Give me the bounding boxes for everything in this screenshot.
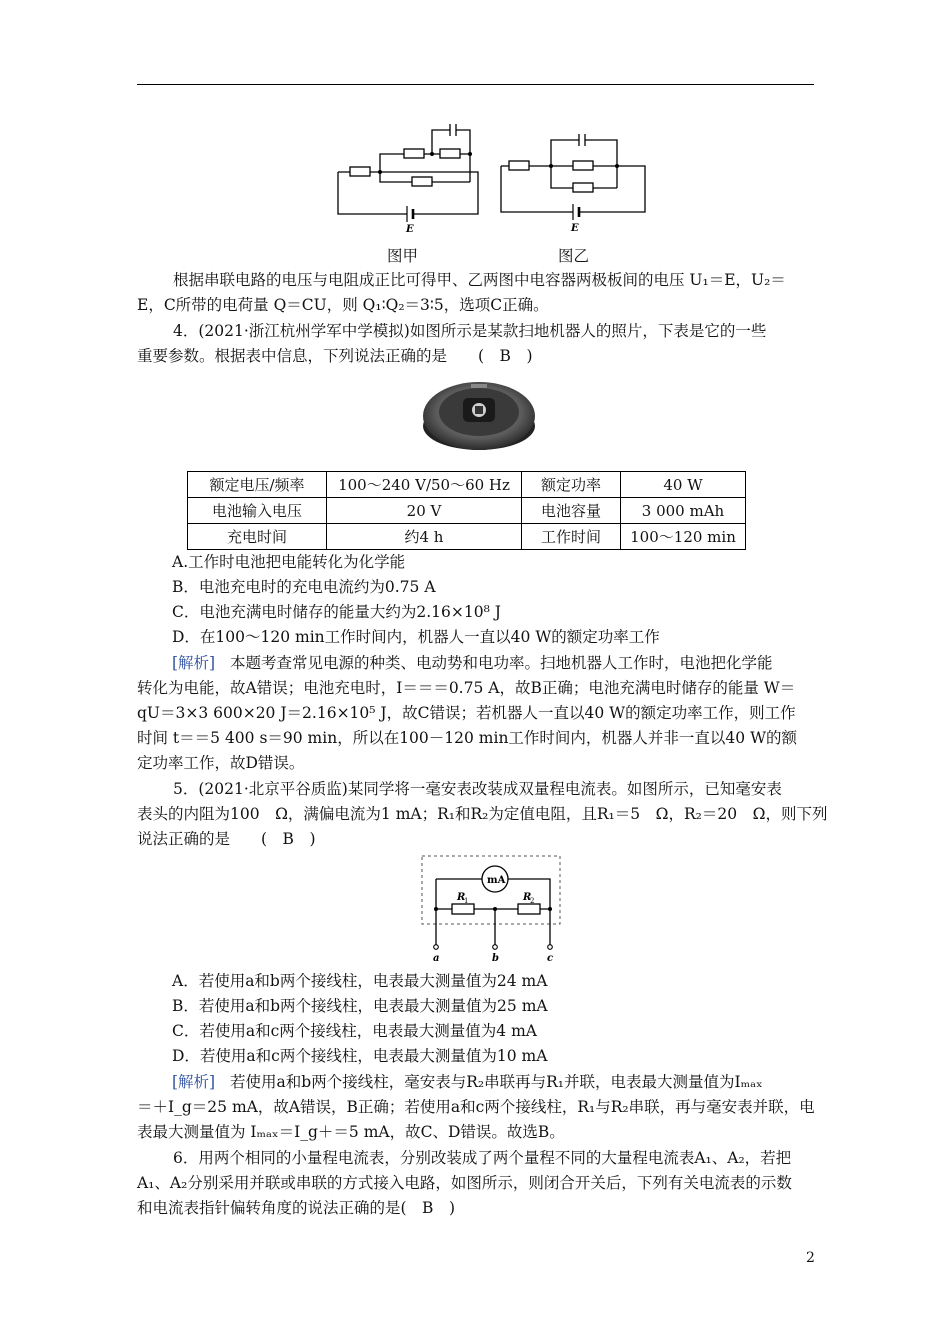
option-b: B．电池充电时的充电电流约为0.75 A [172,578,436,596]
explanation-line: 定功率工作，故D错误。 [137,754,305,772]
table-cell: 20 V [327,498,522,524]
question-4-stem: 4．(2021·浙江杭州学军中学模拟)如图所示是某款扫地机器人的照片，下表是它的一些 [173,322,767,340]
meter-label: mA [487,875,506,886]
question-5-stem: 说法正确的是 ( B ) [137,830,316,848]
explanation-line: 表最大测量值为 Iₘₐₓ＝I_g＋＝5 mA，故C、D错误。故选B。 [137,1123,565,1141]
question-6-stem: A₁、A₂分别采用并联或串联的方式接入电路，如图所示，则闭合开关后，下列有关电流表的示数 [137,1174,792,1192]
explanation-line [172,1071,814,1093]
table-cell: 电池输入电压 [188,498,327,524]
terminal-a-label: a [433,953,440,964]
figure-caption-a: 图甲 [387,247,419,265]
question-4-stem: 重要参数。根据表中信息，下列说法正确的是 ( B ) [137,347,533,365]
option-b: B．若使用a和b两个接线柱，电表最大测量值为25 mA [172,997,548,1015]
table-row [188,472,746,498]
figure-caption-b: 图乙 [558,247,590,265]
explanation-line: 时间 t＝＝5 400 s＝90 min，所以在100－120 min工作时间内，机器人并非一直以40 W的额 [137,729,798,747]
table-cell: 额定功率 [522,472,621,498]
parameter-table [187,471,746,550]
header-rule [137,84,814,85]
question-6-stem: 6．用两个相同的小量程电流表，分别改装成了两个量程不同的大量程电流表A₁、A₂，若把 [173,1149,792,1167]
page-number: 2 [806,1250,815,1266]
table-row [188,498,746,524]
question-5-stem: 5．(2021·北京平谷质监)某同学将一毫安表改装成双量程电流表。如图所示，已知毫安表 [173,780,782,798]
table-cell: 100～240 V/50～60 Hz [327,472,522,498]
option-d: D．若使用a和c两个接线柱，电表最大测量值为10 mA [172,1047,548,1065]
question-6-stem: 和电流表指针偏转角度的说法正确的是( B ) [137,1199,455,1217]
explanation-line: qU＝3×3 600×20 J＝2.16×10⁵ J，故C错误；若机器人一直以40 W的额定功率工作，则工作 [137,704,796,722]
option-a: A．若使用a和b两个接线柱，电表最大测量值为24 mA [172,972,548,990]
option-c: C．若使用a和c两个接线柱，电表最大测量值为4 mA [172,1022,537,1040]
paragraph-line: E，C所带的电荷量 Q＝CU，则 Q₁∶Q₂＝3∶5，选项C正确。 [137,296,549,314]
table-cell: 额定电压/频率 [188,472,327,498]
terminal-b-label: b [492,953,499,964]
terminal-c-label: c [547,953,554,964]
option-a: A.工作时电池把电能转化为化学能 [172,553,406,571]
explanation-tag: [解析] [172,1073,216,1091]
r1-label: R [457,892,466,903]
emf-label: E [406,224,414,234]
explanation-line: ＝＋I_g＝25 mA，故A错误，B正确；若使用a和c两个接线柱，R₁与R₂串联，再与毫安表并联，电 [137,1098,815,1116]
table-cell: 工作时间 [522,524,621,550]
table-cell: 约4 h [327,524,522,550]
emf-label: E [571,223,579,234]
ammeter-circuit-diagram [418,853,566,965]
table-cell: 3 000 mAh [621,498,746,524]
explanation-text: 本题考查常见电源的种类、电动势和电功率。扫地机器人工作时，电池把化学能 [230,654,773,672]
question-5-stem: 表头的内阻为100 Ω，满偏电流为1 mA；R₁和R₂为定值电阻，且R₁＝5 Ω，R₂＝20 Ω，则下列 [137,805,828,823]
explanation-line: 转化为电能，故A错误；电池充电时，I＝＝＝0.75 A，故B正确；电池充满电时储存的能量 W＝ [137,679,796,697]
explanation-line [172,652,814,674]
circuit-diagram-a [330,122,490,234]
table-cell: 电池容量 [522,498,621,524]
table-cell: 40 W [621,472,746,498]
table-row [188,524,746,550]
r2-subscript: 2 [530,897,535,905]
table-cell: 充电时间 [188,524,327,550]
option-d: D．在100～120 min工作时间内，机器人一直以40 W的额定功率工作 [172,628,660,646]
explanation-text: 若使用a和b两个接线柱，毫安表与R₂串联再与R₁并联，电表最大测量值为Iₘₐₓ [230,1073,763,1091]
circuit-diagram-b [495,130,655,234]
robot-vacuum-image [419,376,539,454]
r2-label: R [523,892,532,903]
option-c: C．电池充满电时储存的能量大约为2.16×10⁸ J [172,603,501,621]
table-cell: 100～120 min [621,524,746,550]
paragraph-line: 根据串联电路的电压与电阻成正比可得甲、乙两图中电容器两极板间的电压 U₁＝E，U₂＝ [173,271,786,289]
r1-subscript: 1 [464,897,469,905]
explanation-tag: [解析] [172,654,216,672]
